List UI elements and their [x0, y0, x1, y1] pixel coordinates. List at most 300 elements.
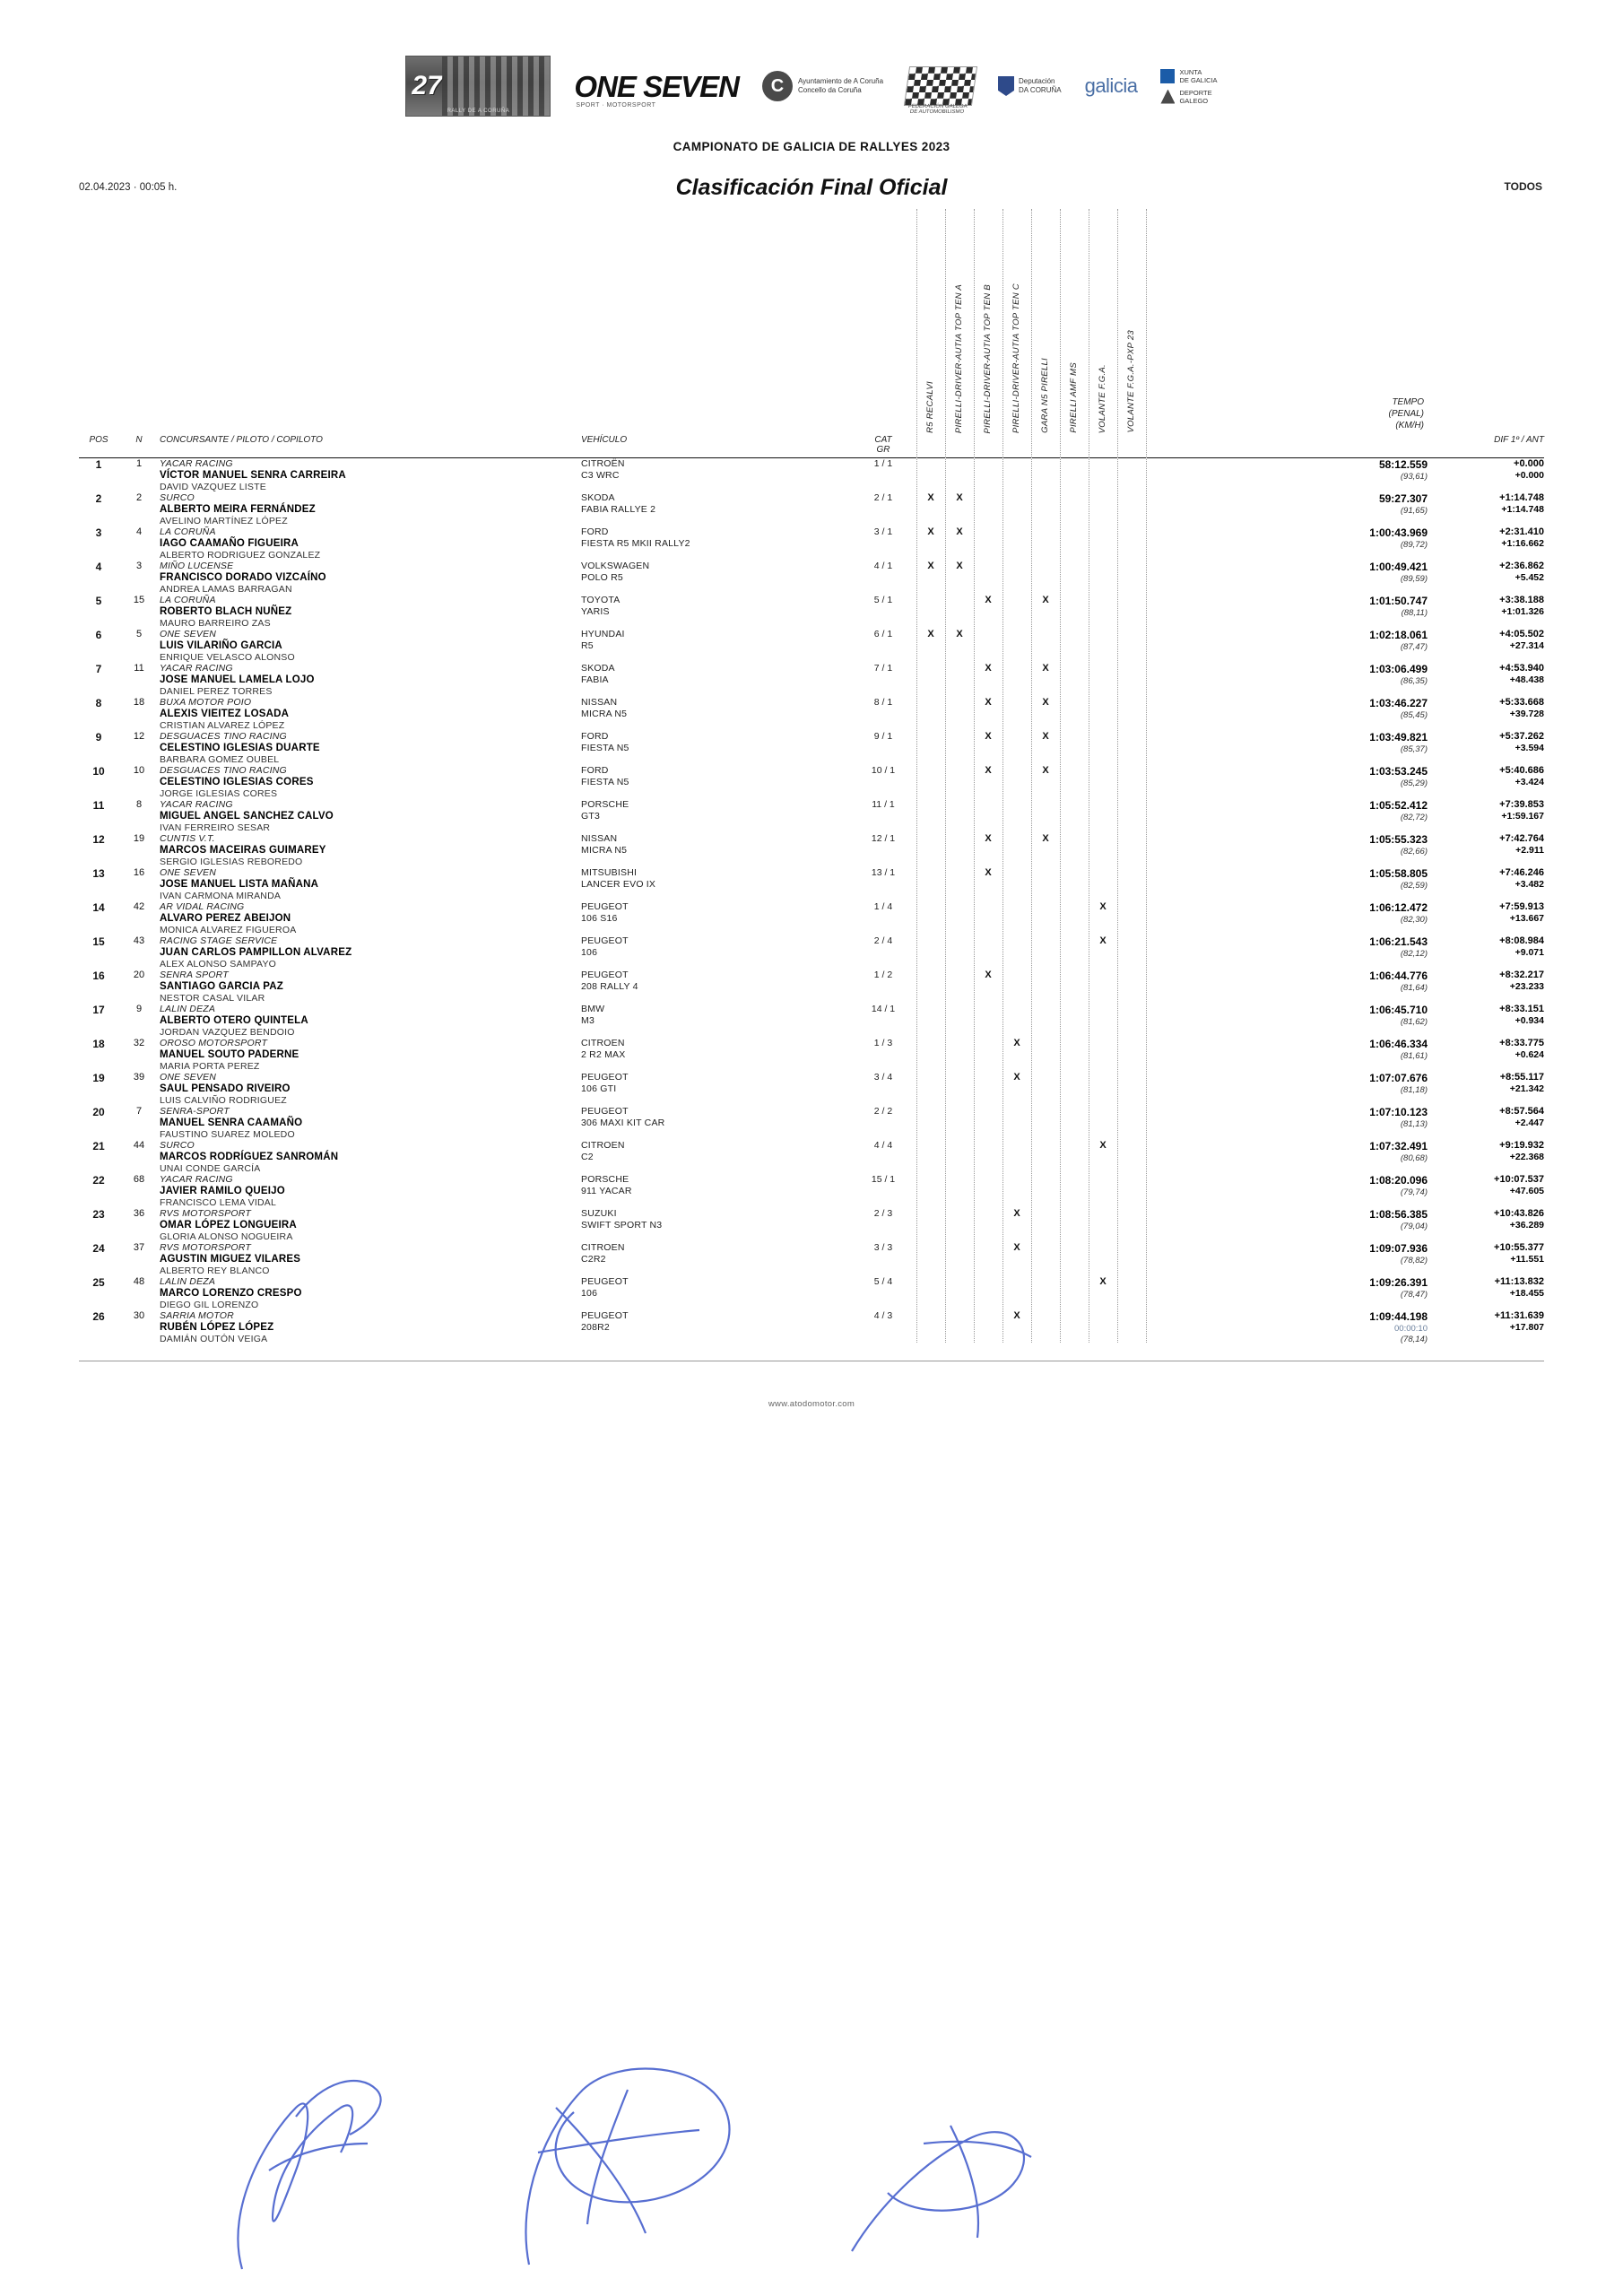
cell-position: 11: [92, 799, 105, 812]
cell-vehicle: [581, 1276, 850, 1310]
codriver-name: DAVID VAZQUEZ LISTE: [160, 482, 266, 492]
cell-trophy-mark: [1002, 458, 1031, 493]
diff-leader: +11:13.832: [1494, 1276, 1544, 1287]
championship-title: CAMPIONATO DE GALICIA DE RALLYES 2023: [673, 140, 950, 153]
diff-leader: +7:42.764: [1499, 833, 1544, 844]
total-time: 1:01:50.747: [1369, 595, 1428, 607]
cell-vehicle: [581, 526, 850, 561]
table-row: [79, 1174, 1544, 1208]
cell-time: [1293, 970, 1428, 1004]
vehicle-make: PEUGEOT: [581, 1276, 629, 1287]
cell-trophy-mark: [1031, 1242, 1060, 1276]
vehicle-make: NISSAN: [581, 697, 618, 708]
cell-competitor: [160, 458, 581, 493]
vehicle-model: MICRA N5: [581, 709, 628, 719]
cell-trophy-mark: [974, 492, 1002, 526]
driver-name: CELESTINO IGLESIAS DUARTE: [160, 743, 320, 753]
diff-leader: +8:32.217: [1499, 970, 1544, 980]
vehicle-model: FIESTA N5: [581, 777, 629, 787]
col-header-top-ten-b: PIRELLI-DRIVER-AUTIA TOP TEN B: [983, 283, 993, 433]
cell-difference: [1428, 867, 1544, 901]
cell-trophy-mark: X: [956, 629, 963, 639]
total-time: 1:08:20.096: [1369, 1174, 1428, 1187]
cell-number: 42: [133, 901, 145, 912]
cell-trophy-mark: [916, 935, 945, 970]
diff-previous: +17.807: [1509, 1322, 1544, 1333]
cell-trophy-mark: X: [956, 492, 963, 503]
diputacion-line2: DA CORUÑA: [1019, 86, 1062, 94]
vehicle-make: NISSAN: [581, 833, 618, 844]
team-name: SURCO: [160, 1140, 195, 1151]
cell-trophy-mark: [974, 1140, 1002, 1174]
cell-trophy-mark: [916, 901, 945, 935]
cell-trophy-mark: [916, 1174, 945, 1208]
diff-leader: +2:31.410: [1499, 526, 1544, 537]
cell-vehicle: [581, 1208, 850, 1242]
cell-position: 4: [95, 561, 102, 573]
cell-number: 43: [133, 935, 145, 946]
cell-number: 9: [135, 1004, 143, 1014]
total-time: 58:12.559: [1378, 458, 1428, 471]
col-header-volante-fga: VOLANTE F.G.A.: [1098, 363, 1107, 433]
cell-trophy-mark: [945, 1276, 974, 1310]
filter-label: TODOS: [1504, 180, 1542, 193]
cell-position: 14: [92, 901, 105, 914]
cell-trophy-mark: [1060, 1038, 1089, 1072]
vehicle-model: 208 RALLY 4: [581, 981, 638, 992]
vehicle-make: SUZUKI: [581, 1208, 617, 1219]
driver-name: ROBERTO BLACH NUÑEZ: [160, 606, 292, 617]
cell-trophy-mark: [1117, 492, 1146, 526]
cell-position: 25: [92, 1276, 105, 1289]
table-row: [79, 1140, 1544, 1174]
cell-trophy-mark: [1117, 1038, 1146, 1072]
cell-difference: [1428, 731, 1544, 765]
cell-trophy-mark: [916, 1140, 945, 1174]
table-row: [79, 1038, 1544, 1072]
cell-spacer: [1146, 731, 1293, 765]
vertical-header-row: [79, 202, 1544, 435]
total-time: 1:03:46.227: [1369, 697, 1428, 709]
cell-category: 1 / 1: [873, 458, 893, 469]
cell-time: [1293, 1310, 1428, 1344]
average-speed: (85,29): [1400, 778, 1428, 788]
cell-trophy-mark: [945, 1072, 974, 1106]
cell-trophy-mark: [1060, 1310, 1089, 1344]
cell-time: [1293, 833, 1428, 867]
cell-vehicle: [581, 697, 850, 731]
cell-trophy-mark: [1060, 833, 1089, 867]
cell-competitor: [160, 1208, 581, 1242]
codriver-name: IVAN FERREIRO SESAR: [160, 822, 271, 833]
cell-category: 3 / 4: [873, 1072, 893, 1083]
cell-trophy-mark: [1060, 458, 1089, 493]
cell-trophy-mark: [1117, 901, 1146, 935]
vehicle-model: SWIFT SPORT N3: [581, 1220, 663, 1231]
cell-trophy-mark: [1060, 1174, 1089, 1208]
team-name: LA CORUÑA: [160, 595, 216, 605]
cell-category: 2 / 4: [873, 935, 893, 946]
diff-previous: +27.314: [1509, 640, 1544, 651]
cell-trophy-mark: [945, 799, 974, 833]
cell-competitor: [160, 595, 581, 629]
cell-difference: [1428, 799, 1544, 833]
cell-trophy-mark: [1031, 629, 1060, 663]
cell-trophy-mark: [1002, 526, 1031, 561]
codriver-name: MONICA ALVAREZ FIGUEROA: [160, 925, 297, 935]
cell-vehicle: [581, 595, 850, 629]
cell-competitor: [160, 526, 581, 561]
cell-number: 48: [133, 1276, 145, 1287]
cell-trophy-mark: [1002, 1106, 1031, 1140]
cell-trophy-mark: [1031, 1310, 1060, 1344]
deporte-line1: DEPORTE: [1179, 88, 1212, 97]
diff-leader: +8:08.984: [1499, 935, 1544, 946]
cell-spacer: [1146, 1072, 1293, 1106]
col-header-time-l1: TEMPO: [1392, 397, 1424, 407]
cell-competitor: [160, 1038, 581, 1072]
cell-competitor: [160, 629, 581, 663]
cell-trophy-mark: [945, 458, 974, 493]
average-speed: (81,13): [1400, 1119, 1428, 1129]
cell-vehicle: [581, 458, 850, 493]
table-row: [79, 833, 1544, 867]
vehicle-make: MITSUBISHI: [581, 867, 638, 878]
cell-trophy-mark: [1031, 1140, 1060, 1174]
cell-trophy-mark: [916, 731, 945, 765]
team-name: YACAR RACING: [160, 1174, 233, 1185]
cell-number: 4: [135, 526, 143, 537]
driver-name: FRANCISCO DORADO VIZCAÍNO: [160, 572, 326, 583]
cell-difference: [1428, 629, 1544, 663]
driver-name: JOSE MANUEL LISTA MAÑANA: [160, 879, 319, 890]
diff-leader: +11:31.639: [1494, 1310, 1544, 1321]
vehicle-make: CITROEN: [581, 1038, 625, 1048]
table-row: [79, 901, 1544, 935]
cell-competitor: [160, 799, 581, 833]
team-name: DESGUACES TINO RACING: [160, 765, 287, 776]
team-name: AR VIDAL RACING: [160, 901, 245, 912]
table-row: [79, 867, 1544, 901]
team-name: SENRA SPORT: [160, 970, 229, 980]
cell-trophy-mark: X: [1042, 731, 1049, 742]
vehicle-model: 106 S16: [581, 913, 618, 924]
vehicle-make: FORD: [581, 765, 609, 776]
codriver-name: ENRIQUE VELASCO ALONSO: [160, 652, 295, 663]
cell-trophy-mark: [1089, 595, 1117, 629]
cell-trophy-mark: [916, 1106, 945, 1140]
cell-trophy-mark: X: [927, 561, 934, 571]
cell-trophy-mark: [1117, 1072, 1146, 1106]
cell-trophy-mark: [916, 833, 945, 867]
cell-spacer: [1146, 1140, 1293, 1174]
cell-trophy-mark: [1060, 595, 1089, 629]
cell-trophy-mark: [1031, 799, 1060, 833]
cell-trophy-mark: [1060, 901, 1089, 935]
cell-vehicle: [581, 1004, 850, 1038]
cell-trophy-mark: [1002, 731, 1031, 765]
vehicle-model: LANCER EVO IX: [581, 879, 656, 890]
cell-vehicle: [581, 970, 850, 1004]
driver-name: ALVARO PEREZ ABEIJON: [160, 913, 291, 924]
average-speed: (85,37): [1400, 744, 1428, 754]
cell-position: 5: [95, 595, 102, 607]
vehicle-model: 911 YACAR: [581, 1186, 632, 1196]
cell-trophy-mark: [945, 663, 974, 697]
diff-previous: +48.438: [1509, 674, 1544, 685]
cell-spacer: [1146, 970, 1293, 1004]
total-time: 1:02:18.061: [1369, 629, 1428, 641]
cell-trophy-mark: [1060, 1004, 1089, 1038]
cell-trophy-mark: [1060, 1140, 1089, 1174]
vehicle-model: C2R2: [581, 1254, 606, 1265]
cell-time: [1293, 1276, 1428, 1310]
cell-trophy-mark: [916, 1310, 945, 1344]
codriver-name: ALEX ALONSO SAMPAYO: [160, 959, 277, 970]
coruna-emblem-icon: C: [762, 71, 793, 101]
cell-competitor: [160, 561, 581, 595]
cell-trophy-mark: [1089, 1038, 1117, 1072]
cell-time: [1293, 629, 1428, 663]
total-time: 1:00:49.421: [1369, 561, 1428, 573]
codriver-name: DIEGO GIL LORENZO: [160, 1300, 259, 1310]
cell-difference: [1428, 970, 1544, 1004]
table-row: [79, 561, 1544, 595]
average-speed: (93,61): [1400, 472, 1428, 482]
cell-trophy-mark: [1002, 1004, 1031, 1038]
diff-leader: +8:33.151: [1499, 1004, 1544, 1014]
cell-trophy-mark: [1031, 1106, 1060, 1140]
cell-trophy-mark: [1002, 833, 1031, 867]
col-header-dif: DIF 1º / ANT: [1494, 435, 1544, 445]
vehicle-make: PORSCHE: [581, 1174, 629, 1185]
cell-difference: [1428, 1038, 1544, 1072]
cell-time: [1293, 492, 1428, 526]
cell-spacer: [1146, 595, 1293, 629]
cell-position: 9: [95, 731, 102, 744]
cell-trophy-mark: X: [1042, 765, 1049, 776]
average-speed: (88,11): [1401, 608, 1428, 618]
rally-27-logo: [405, 56, 551, 117]
cell-competitor: [160, 1276, 581, 1310]
codriver-name: ALBERTO REY BLANCO: [160, 1265, 270, 1276]
cell-number: 1: [135, 458, 143, 469]
cell-trophy-mark: [945, 697, 974, 731]
total-time: 1:03:53.245: [1369, 765, 1428, 778]
team-name: YACAR RACING: [160, 663, 233, 674]
cell-position: 8: [95, 697, 102, 709]
diff-previous: +3.482: [1515, 879, 1544, 890]
cell-trophy-mark: X: [985, 970, 992, 980]
rally-27-graphic: [442, 57, 551, 116]
cell-time: [1293, 799, 1428, 833]
rally-27-number: 27: [412, 71, 442, 100]
cell-trophy-mark: [974, 1174, 1002, 1208]
average-speed: (79,74): [1400, 1187, 1428, 1197]
team-name: SURCO: [160, 492, 195, 503]
cell-position: 12: [92, 833, 105, 846]
average-speed: (78,14): [1400, 1335, 1428, 1344]
cell-difference: [1428, 935, 1544, 970]
document-meta: [0, 175, 1623, 202]
cell-time: [1293, 458, 1428, 493]
cell-spacer: [1146, 867, 1293, 901]
cell-difference: [1428, 458, 1544, 493]
table-row: [79, 629, 1544, 663]
cell-trophy-mark: [1060, 561, 1089, 595]
diff-leader: +4:53.940: [1499, 663, 1544, 674]
cell-competitor: [160, 1140, 581, 1174]
cell-category: 14 / 1: [871, 1004, 896, 1014]
cell-trophy-mark: X: [985, 765, 992, 776]
diff-previous: +18.455: [1509, 1288, 1544, 1299]
cell-spacer: [1146, 526, 1293, 561]
diputacion-text: [1019, 77, 1062, 94]
cell-trophy-mark: [974, 799, 1002, 833]
codriver-name: BARBARA GOMEZ OUBEL: [160, 754, 280, 765]
team-name: LALIN DEZA: [160, 1004, 216, 1014]
cell-trophy-mark: [1117, 1140, 1146, 1174]
cell-time: [1293, 561, 1428, 595]
codriver-name: MAURO BARREIRO ZAS: [160, 618, 271, 629]
cell-spacer: [1146, 1276, 1293, 1310]
driver-name: SAUL PENSADO RIVEIRO: [160, 1083, 291, 1094]
col-header-gara-n5: GARA N5 PIRELLI: [1040, 358, 1050, 433]
diff-previous: +11.551: [1510, 1254, 1544, 1265]
cell-spacer: [1146, 629, 1293, 663]
cell-trophy-mark: [1002, 1276, 1031, 1310]
cell-trophy-mark: [1117, 765, 1146, 799]
vehicle-model: 306 MAXI KIT CAR: [581, 1118, 665, 1128]
average-speed: (85,45): [1400, 710, 1428, 720]
cell-trophy-mark: [1031, 1072, 1060, 1106]
cell-competitor: [160, 901, 581, 935]
diff-previous: +5.452: [1515, 572, 1544, 583]
diff-leader: +5:37.262: [1499, 731, 1544, 742]
average-speed: (78,47): [1400, 1290, 1428, 1300]
document-date: 02.04.2023 · 00:05 h.: [79, 182, 178, 193]
vehicle-model: FABIA RALLYE 2: [581, 504, 656, 515]
cell-trophy-mark: [1002, 1140, 1031, 1174]
cell-competitor: [160, 731, 581, 765]
diff-leader: +0.000: [1514, 458, 1544, 469]
total-time: 1:05:58.805: [1369, 867, 1428, 880]
cell-category: 2 / 2: [873, 1106, 893, 1117]
cell-time: [1293, 697, 1428, 731]
vehicle-model: C2: [581, 1152, 594, 1162]
cell-trophy-mark: [1117, 663, 1146, 697]
cell-number: 12: [133, 731, 145, 742]
cell-trophy-mark: [1089, 1072, 1117, 1106]
cell-trophy-mark: [916, 970, 945, 1004]
cell-trophy-mark: [945, 1242, 974, 1276]
codriver-name: ANDREA LAMAS BARRAGAN: [160, 584, 292, 595]
cell-number: 16: [133, 867, 145, 878]
cell-trophy-mark: [1089, 1004, 1117, 1038]
cell-difference: [1428, 1208, 1544, 1242]
cell-spacer: [1146, 1174, 1293, 1208]
cell-category: 6 / 1: [873, 629, 893, 639]
total-time: 1:09:26.391: [1369, 1276, 1428, 1289]
driver-name: JAVIER RAMILO QUEIJO: [160, 1186, 285, 1196]
cell-number: 7: [135, 1106, 143, 1117]
driver-name: MIGUEL ANGEL SANCHEZ CALVO: [160, 811, 334, 822]
cell-vehicle: [581, 731, 850, 765]
team-name: LA CORUÑA: [160, 526, 216, 537]
cell-vehicle: [581, 1106, 850, 1140]
diff-previous: +13.667: [1509, 913, 1544, 924]
cell-position: 2: [95, 492, 102, 505]
cell-trophy-mark: [1089, 526, 1117, 561]
cell-trophy-mark: [1117, 799, 1146, 833]
vehicle-model: M3: [581, 1015, 595, 1026]
cell-number: 8: [135, 799, 143, 810]
cell-difference: [1428, 833, 1544, 867]
cell-trophy-mark: [1117, 1106, 1146, 1140]
cell-number: 19: [133, 833, 145, 844]
cell-trophy-mark: [1117, 833, 1146, 867]
cell-difference: [1428, 526, 1544, 561]
cell-position: 24: [92, 1242, 105, 1255]
cell-trophy-mark: X: [927, 492, 934, 503]
cell-trophy-mark: [1002, 629, 1031, 663]
cell-vehicle: [581, 629, 850, 663]
diff-leader: +3:38.188: [1499, 595, 1544, 605]
cell-trophy-mark: [974, 1106, 1002, 1140]
cell-trophy-mark: [1117, 935, 1146, 970]
cell-position: 23: [92, 1208, 105, 1221]
col-header-vehicle: VEHÍCULO: [581, 435, 628, 445]
cell-trophy-mark: [916, 1072, 945, 1106]
table-row: [79, 458, 1544, 493]
vehicle-make: FORD: [581, 526, 609, 537]
cell-position: 18: [92, 1038, 105, 1050]
vehicle-model: FIESTA R5 MKII RALLY2: [581, 538, 690, 549]
cell-trophy-mark: [1117, 1174, 1146, 1208]
driver-name: JUAN CARLOS PAMPILLON ALVAREZ: [160, 947, 352, 958]
codriver-name: FRANCISCO LEMA VIDAL: [160, 1197, 277, 1208]
diff-previous: +2.447: [1515, 1118, 1544, 1128]
cell-trophy-mark: X: [985, 697, 992, 708]
driver-name: MARCOS RODRÍGUEZ SANROMÁN: [160, 1152, 339, 1162]
table-row: [79, 1310, 1544, 1344]
cell-trophy-mark: [1031, 492, 1060, 526]
cell-time: [1293, 901, 1428, 935]
cell-trophy-mark: [1002, 492, 1031, 526]
cell-category: 3 / 3: [873, 1242, 893, 1253]
cell-position: 26: [92, 1310, 105, 1323]
cell-time: [1293, 935, 1428, 970]
cell-trophy-mark: X: [1013, 1072, 1020, 1083]
cell-trophy-mark: [1031, 561, 1060, 595]
signatures-area: [0, 2027, 1623, 2296]
average-speed: (82,12): [1400, 949, 1428, 959]
cell-trophy-mark: [916, 799, 945, 833]
diff-previous: +23.233: [1509, 981, 1544, 992]
cell-trophy-mark: X: [1099, 901, 1107, 912]
diff-previous: +0.624: [1515, 1049, 1544, 1060]
cell-trophy-mark: [1089, 492, 1117, 526]
cell-trophy-mark: [1117, 1310, 1146, 1344]
cell-trophy-mark: [1060, 765, 1089, 799]
driver-name: CELESTINO IGLESIAS CORES: [160, 777, 314, 787]
cell-position: 7: [95, 663, 102, 675]
diff-leader: +7:39.853: [1499, 799, 1544, 810]
penalty-time: 00:00:10: [1394, 1324, 1428, 1334]
cell-category: 1 / 2: [873, 970, 893, 980]
team-name: ONE SEVEN: [160, 867, 217, 878]
cell-spacer: [1146, 458, 1293, 493]
